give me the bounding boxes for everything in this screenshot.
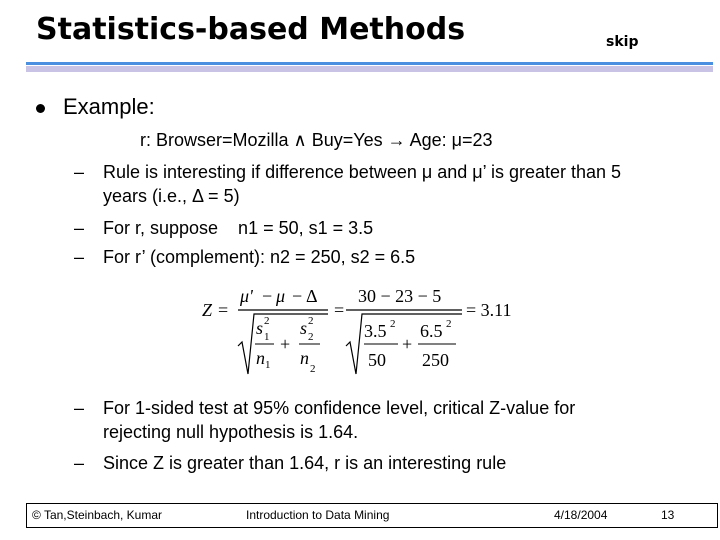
title-underline-blue — [26, 62, 713, 65]
formula-den-n2: 250 — [422, 350, 449, 370]
formula-sq: 2 — [390, 318, 396, 330]
formula-z: Z — [202, 300, 213, 320]
formula-equals: = — [218, 300, 229, 320]
formula-den-a: 3.5 — [364, 321, 387, 341]
rule-statement: r: Browser=Mozilla ∧ Buy=Yes → Age: μ=23 — [140, 130, 493, 150]
formula-equals: = — [334, 300, 345, 320]
formula-plus: + — [280, 334, 291, 354]
formula-s2: s — [300, 318, 308, 338]
footer-page-number: 13 — [661, 508, 675, 522]
formula-sub2: 2 — [308, 331, 314, 343]
dash-icon: – — [74, 247, 85, 267]
formula-mu-prime: μ' — [240, 286, 253, 306]
formula-sub1: 1 — [265, 359, 271, 371]
list-item-text: years (i.e., Δ = 5) — [103, 186, 240, 206]
list-item-text: Since Z is greater than 1.64, r is an interesting rule — [103, 453, 507, 473]
formula-sq: 2 — [446, 318, 452, 330]
formula-sq: 2 — [308, 315, 314, 327]
z-score-formula — [200, 282, 530, 382]
list-item-text: For r’ (complement): n2 = 250, s2 = 6.5 — [103, 247, 416, 267]
list-item — [0, 451, 720, 475]
formula-den-n1: 50 — [368, 350, 386, 370]
formula-n2: n — [300, 348, 309, 368]
formula-s1: s — [256, 318, 264, 338]
formula-mu: μ — [276, 286, 286, 306]
formula-n1: n — [256, 348, 265, 368]
footer-course: Introduction to Data Mining — [246, 508, 390, 522]
list-item-text: rejecting null hypothesis is 1.64. — [103, 422, 359, 442]
formula-sub2: 2 — [310, 363, 316, 375]
list-item-text: Rule is interesting if difference between μ and μ’ is greater than 5 — [103, 162, 622, 182]
list-item — [0, 160, 720, 210]
dash-icon: – — [74, 398, 85, 418]
example-heading: Example: — [63, 94, 155, 119]
formula-sub1: 1 — [264, 331, 270, 343]
bullet-icon — [36, 104, 45, 113]
formula-den-b: 6.5 — [420, 321, 443, 341]
list-item — [0, 216, 720, 240]
formula-minus: − — [262, 286, 273, 306]
formula-minus: − — [292, 286, 303, 306]
list-item — [0, 245, 720, 269]
formula-result: = 3.11 — [466, 300, 512, 320]
footer-date: 4/18/2004 — [554, 508, 608, 522]
footer-copyright: © Tan,Steinbach, Kumar — [32, 508, 163, 522]
list-item — [0, 396, 720, 446]
title-underline-purple — [26, 66, 713, 72]
list-item-text: For r, suppose n1 = 50, s1 = 3.5 — [103, 218, 374, 238]
formula-delta: Δ — [306, 286, 318, 306]
skip-link[interactable]: skip — [606, 34, 639, 50]
dash-icon: – — [74, 453, 85, 473]
list-item-text: For 1-sided test at 95% confidence level, critical Z-value for — [103, 398, 576, 418]
formula-plus: + — [402, 334, 413, 354]
formula-numerator-values: 30 − 23 − 5 — [358, 286, 442, 306]
page-title: Statistics-based Methods — [36, 12, 466, 47]
formula-sq: 2 — [264, 315, 270, 327]
dash-icon: – — [74, 218, 85, 238]
dash-icon: – — [74, 162, 85, 182]
